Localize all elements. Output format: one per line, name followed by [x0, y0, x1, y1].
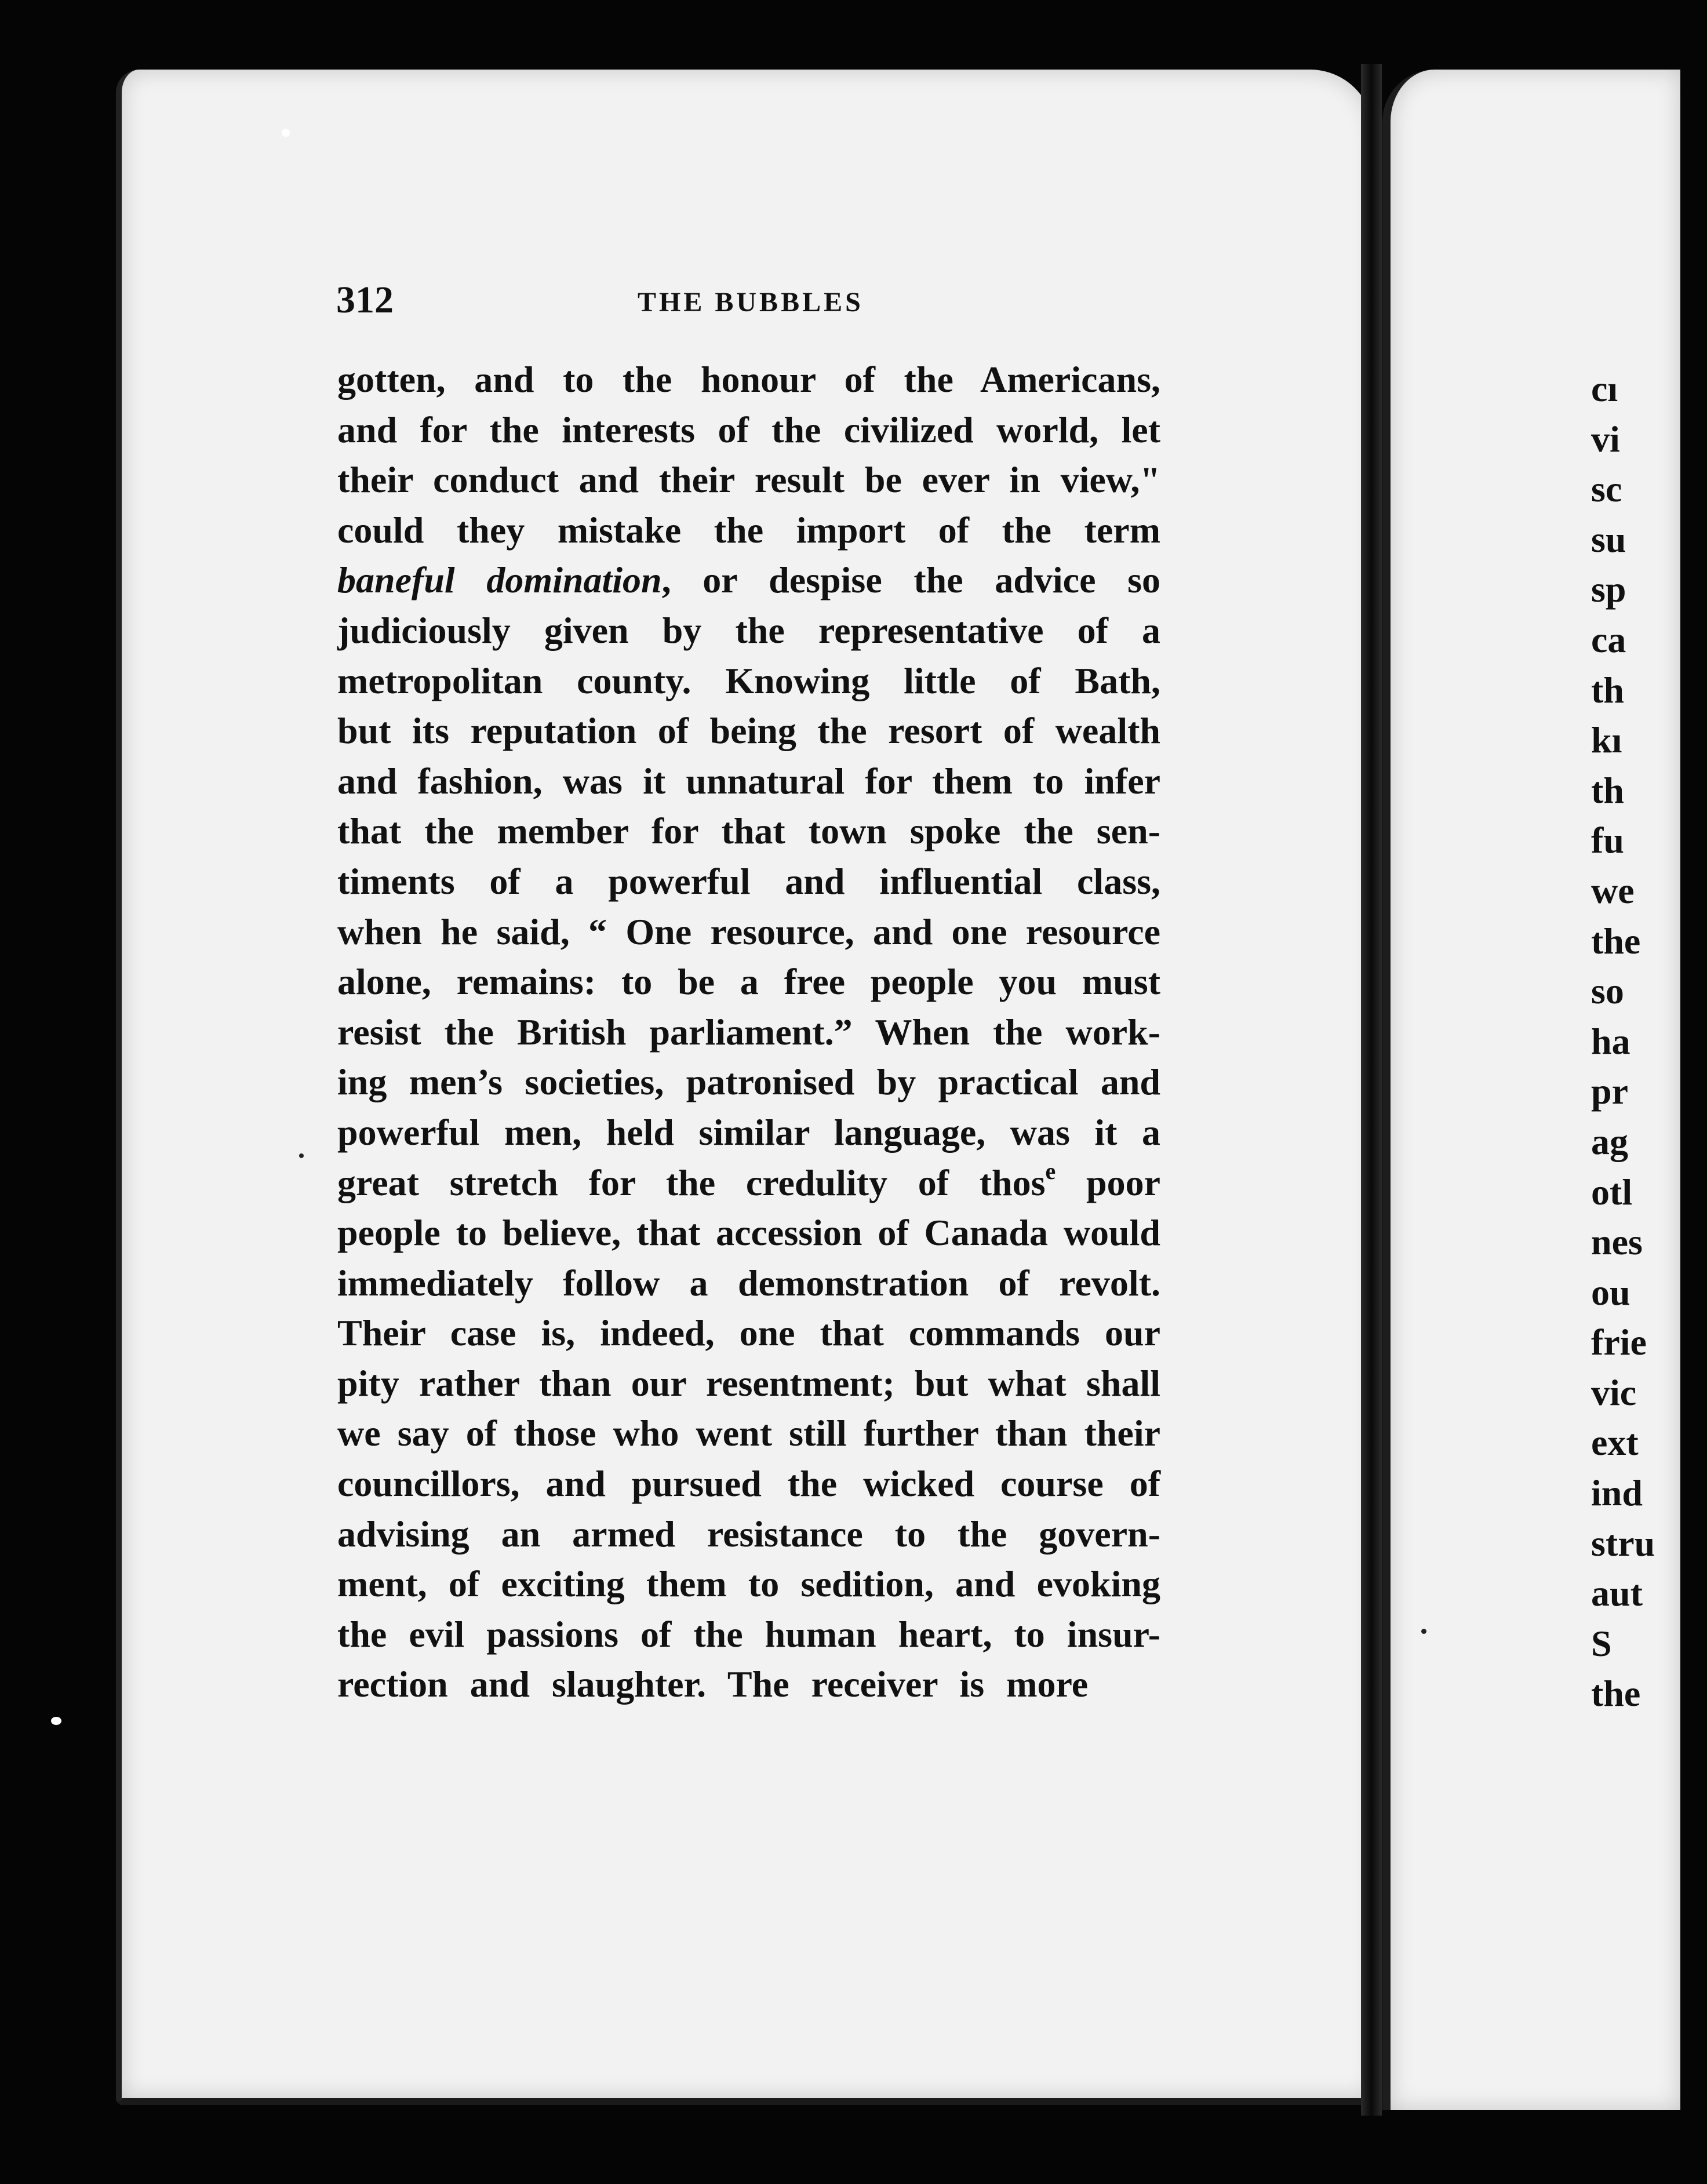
- facing-line-fragment: otl: [1591, 1171, 1633, 1213]
- text-line: could they mistake the import of the term: [337, 509, 1160, 551]
- body-text: [337, 355, 1160, 1710]
- raised-letter: e: [1045, 1157, 1056, 1184]
- text-line: ing men’s societies, patronised by practical and: [337, 1061, 1160, 1103]
- text-line: advising an armed resistance to the govern-: [337, 1513, 1160, 1555]
- page-number: 312: [336, 279, 394, 321]
- running-title: THE BUBBLES: [638, 287, 864, 318]
- text-line: metropolitan county. Knowing little of Bath,: [337, 660, 1160, 701]
- scan-dot: [299, 1153, 304, 1158]
- text-line: ment, of exciting them to sedition, and evoking: [337, 1563, 1160, 1605]
- scan-dot: [1421, 1629, 1426, 1634]
- facing-line-fragment: th: [1591, 769, 1624, 811]
- facing-line-fragment: ind: [1591, 1472, 1643, 1514]
- facing-line-fragment: kı: [1591, 719, 1622, 761]
- facing-line-fragment: ag: [1591, 1120, 1628, 1162]
- facing-line-fragment: we: [1591, 869, 1635, 911]
- text-line: and for the interests of the civilized world, let: [337, 409, 1160, 450]
- facing-line-fragment: sp: [1591, 569, 1626, 610]
- facing-line-fragment: aut: [1591, 1573, 1643, 1614]
- text-line: judiciously given by the representative of a: [337, 609, 1160, 651]
- facing-line-fragment: ha: [1591, 1020, 1630, 1062]
- facing-line-fragment: su: [1591, 518, 1626, 560]
- facing-line-fragment: nes: [1591, 1221, 1643, 1263]
- text-line: but its reputation of being the resort of wealth: [337, 710, 1160, 752]
- text-line: [337, 1158, 1160, 1209]
- facing-line-fragment: ext: [1591, 1422, 1639, 1464]
- running-head: [336, 278, 1159, 325]
- facing-line-fragment: ca: [1591, 618, 1626, 660]
- text-line: that the member for that town spoke the sen-: [337, 810, 1160, 852]
- text-line: we say of those who went still further than their: [337, 1413, 1160, 1454]
- text-line: [337, 555, 1160, 606]
- facing-page-text-fragments: [1591, 364, 1707, 1719]
- text-line: resist the British parliament.” When the work-: [337, 1011, 1160, 1053]
- line-end: poor: [1055, 1162, 1161, 1203]
- text-line: and fashion, was it unnatural for them to infer: [337, 760, 1160, 802]
- line-start: great stretch for the credulity of thos: [337, 1162, 1046, 1203]
- facing-line-fragment: sc: [1591, 468, 1622, 510]
- text-line: Their case is, indeed, one that commands our: [337, 1312, 1160, 1354]
- facing-line-fragment: fu: [1591, 820, 1624, 861]
- text-line: timents of a powerful and influential class,: [337, 860, 1160, 902]
- scan-speck: [282, 129, 290, 137]
- facing-line-fragment: the: [1591, 1673, 1641, 1715]
- text-line: councillors, and pursued the wicked course of: [337, 1463, 1160, 1505]
- book-gutter: [1361, 64, 1382, 2116]
- italic-phrase: baneful domination: [337, 559, 662, 601]
- text-line: people to believe, that accession of Canada would: [337, 1212, 1160, 1254]
- facing-line-fragment: cı: [1591, 368, 1618, 409]
- facing-line-fragment: so: [1591, 970, 1624, 1012]
- text-line: gotten, and to the honour of the Americans,: [337, 359, 1160, 400]
- text-line: immediately follow a demonstration of revolt.: [337, 1262, 1160, 1304]
- facing-line-fragment: th: [1591, 669, 1624, 711]
- text-line: alone, remains: to be a free people you must: [337, 961, 1160, 1003]
- facing-line-fragment: vi: [1591, 418, 1620, 460]
- scan-speck: [51, 1717, 61, 1725]
- facing-line-fragment: pr: [1591, 1071, 1628, 1112]
- facing-line-fragment: vic: [1591, 1371, 1637, 1413]
- text-line: the evil passions of the human heart, to insur-: [337, 1613, 1160, 1655]
- facing-line-fragment: S: [1591, 1622, 1612, 1664]
- facing-line-fragment: frie: [1591, 1322, 1647, 1363]
- text-line: powerful men, held similar language, was it a: [337, 1111, 1160, 1153]
- facing-line-fragment: ou: [1591, 1271, 1630, 1313]
- facing-line-fragment: stru: [1591, 1522, 1655, 1564]
- text-line: their conduct and their result be ever in view,": [337, 459, 1160, 501]
- text-line: pity rather than our resentment; but what shall: [337, 1362, 1160, 1404]
- line-remainder: , or despise the advice so: [661, 559, 1160, 601]
- text-line: rection and slaughter. The receiver is more: [337, 1664, 1089, 1705]
- text-line: when he said, “ One resource, and one resource: [337, 911, 1160, 952]
- facing-line-fragment: the: [1591, 920, 1641, 962]
